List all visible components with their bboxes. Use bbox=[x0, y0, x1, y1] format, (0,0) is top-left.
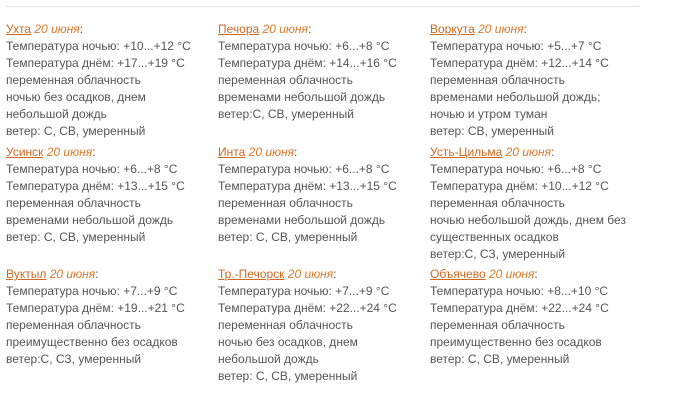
cloudiness: переменная облачность bbox=[6, 318, 141, 332]
city-forecast-pechora: Печора 20 июня: Температура ночью: +6...+8 °C Температура днём: +14...+16 °C переменная облачность временами небольшой дождь ветер:С, СВ, умеренный bbox=[218, 21, 423, 123]
city-forecast-inta: Инта 20 июня: Температура ночью: +6...+8 °C Температура днём: +13...+15 °C переменная облачность временами небольшой дождь ветер: С, СВ, умеренный bbox=[218, 144, 423, 246]
cloudiness: переменная облачность bbox=[218, 318, 353, 332]
forecast-date: 20 июня bbox=[478, 22, 524, 36]
cloudiness: переменная облачность bbox=[6, 196, 141, 210]
city-link[interactable]: Печора bbox=[218, 22, 260, 36]
night-temperature: Температура ночью: +6...+8 °C bbox=[218, 39, 390, 53]
top-divider bbox=[6, 6, 639, 7]
day-temperature: Температура днём: +14...+16 °C bbox=[218, 56, 397, 70]
city-link[interactable]: Тр.-Печорск bbox=[218, 267, 285, 281]
wind: ветер: С, СВ, умеренный bbox=[218, 369, 358, 383]
precipitation: временами небольшой дождь bbox=[218, 213, 386, 227]
city-forecast-tr-pechorsk: Тр.-Печорск 20 июня: Температура ночью: +7...+9 °C Температура днём: +22...+24 °C переменная облачность ночью без осадков, днем небольшой дождь ветер: С, СВ, умеренный bbox=[218, 266, 423, 385]
cloudiness: переменная облачность bbox=[218, 196, 353, 210]
city-link[interactable]: Объячево bbox=[430, 267, 486, 281]
cloudiness: переменная облачность bbox=[6, 73, 141, 87]
day-temperature: Температура днём: +19...+21 °C bbox=[6, 301, 185, 315]
day-temperature: Температура днём: +13...+15 °C bbox=[6, 179, 185, 193]
forecast-date: 20 июня bbox=[489, 267, 535, 281]
forecast-date: 20 июня bbox=[46, 145, 93, 159]
forecast-date: 20 июня bbox=[49, 267, 96, 281]
city-link[interactable]: Усинск bbox=[6, 145, 44, 159]
night-temperature: Температура ночью: +5...+7 °C bbox=[430, 39, 602, 53]
wind: ветер: С, СВ, умеренный bbox=[218, 230, 358, 244]
precipitation: преимущественно без осадков bbox=[430, 335, 602, 349]
cloudiness: переменная облачность bbox=[218, 73, 353, 87]
city-forecast-ukhta: Ухта 20 июня: Температура ночью: +10...+12 °C Температура днём: +17...+19 °C переменная облачность ночью без осадков, днем небольшой дождь ветер: С, СВ, умеренный bbox=[6, 21, 211, 140]
wind: ветер:С, СВ, умеренный bbox=[218, 107, 354, 121]
day-temperature: Температура днём: +22...+24 °C bbox=[218, 301, 397, 315]
day-temperature: Температура днём: +13...+15 °C bbox=[218, 179, 397, 193]
forecast-date: 20 июня bbox=[262, 22, 308, 36]
night-temperature: Температура ночью: +7...+9 °C bbox=[6, 284, 178, 298]
forecast-date: 20 июня bbox=[34, 22, 80, 36]
day-temperature: Температура днём: +12...+14 °C bbox=[430, 56, 609, 70]
precipitation: преимущественно без осадков bbox=[6, 335, 178, 349]
wind: ветер:С, СЗ, умеренный bbox=[6, 352, 142, 366]
city-link[interactable]: Ухта bbox=[6, 22, 31, 36]
day-temperature: Температура днём: +17...+19 °C bbox=[6, 56, 185, 70]
precipitation: временами небольшой дождь bbox=[6, 213, 174, 227]
cloudiness: переменная облачность bbox=[430, 196, 565, 210]
day-temperature: Температура днём: +10...+12 °C bbox=[430, 179, 609, 193]
wind: ветер: СВ, умеренный bbox=[430, 124, 554, 138]
night-temperature: Температура ночью: +6...+8 °C bbox=[218, 162, 390, 176]
wind: ветер: С, СВ, умеренный bbox=[6, 124, 146, 138]
cloudiness: переменная облачность bbox=[430, 318, 565, 332]
cloudiness: переменная облачность bbox=[430, 73, 565, 87]
city-link[interactable]: Вуктыл bbox=[6, 267, 47, 281]
night-temperature: Температура ночью: +7...+9 °C bbox=[218, 284, 390, 298]
city-link[interactable]: Инта bbox=[218, 145, 246, 159]
city-link[interactable]: Воркута bbox=[430, 22, 475, 36]
wind: ветер:С, СЗ, умеренный bbox=[430, 247, 566, 261]
night-temperature: Температура ночью: +6...+8 °C bbox=[6, 162, 178, 176]
wind: ветер: С, СВ, умеренный bbox=[430, 352, 570, 366]
city-forecast-vuktyl: Вуктыл 20 июня: Температура ночью: +7...+9 °C Температура днём: +19...+21 °C переменная облачность преимущественно без осадков ветер:С, СЗ, умеренный bbox=[6, 266, 211, 368]
forecast-date: 20 июня bbox=[287, 267, 334, 281]
precipitation: временами небольшой дождь; ночью и утром туман bbox=[430, 90, 601, 121]
city-forecast-vorkuta: Воркута 20 июня: Температура ночью: +5...+7 °C Температура днём: +12...+14 °C переменная облачность временами небольшой дождь; ночью и утром туман ветер: СВ, умеренный bbox=[430, 21, 635, 140]
forecast-date: 20 июня bbox=[248, 145, 295, 159]
precipitation: ночью без осадков, днем небольшой дождь bbox=[218, 335, 358, 366]
city-forecast-obyachevo: Объячево 20 июня: Температура ночью: +8...+10 °C Температура днём: +22...+24 °C переменная облачность преимущественно без осадков ветер: С, СВ, умеренный bbox=[430, 266, 635, 368]
day-temperature: Температура днём: +22...+24 °C bbox=[430, 301, 609, 315]
precipitation: временами небольшой дождь bbox=[218, 90, 386, 104]
forecast-date: 20 июня bbox=[505, 145, 552, 159]
city-forecast-usinsk: Усинск 20 июня: Температура ночью: +6...+8 °C Температура днём: +13...+15 °C переменная облачность временами небольшой дождь ветер: С, СВ, умеренный bbox=[6, 144, 211, 246]
night-temperature: Температура ночью: +10...+12 °C bbox=[6, 39, 191, 53]
city-link[interactable]: Усть-Цильма bbox=[430, 145, 503, 159]
night-temperature: Температура ночью: +8...+10 °C bbox=[430, 284, 609, 298]
city-forecast-ust-tsilma: Усть-Цильма 20 июня: Температура ночью: +6...+8 °C Температура днём: +10...+12 °C переменная облачность ночью небольшой дождь, днем без существенных осадков ветер:С, СЗ, умеренный bbox=[430, 144, 635, 263]
precipitation: ночью без осадков, днем небольшой дождь bbox=[6, 90, 146, 121]
wind: ветер: С, СВ, умеренный bbox=[6, 230, 146, 244]
precipitation: ночью небольшой дождь, днем без существенных осадков bbox=[430, 213, 626, 244]
night-temperature: Температура ночью: +6...+8 °C bbox=[430, 162, 602, 176]
